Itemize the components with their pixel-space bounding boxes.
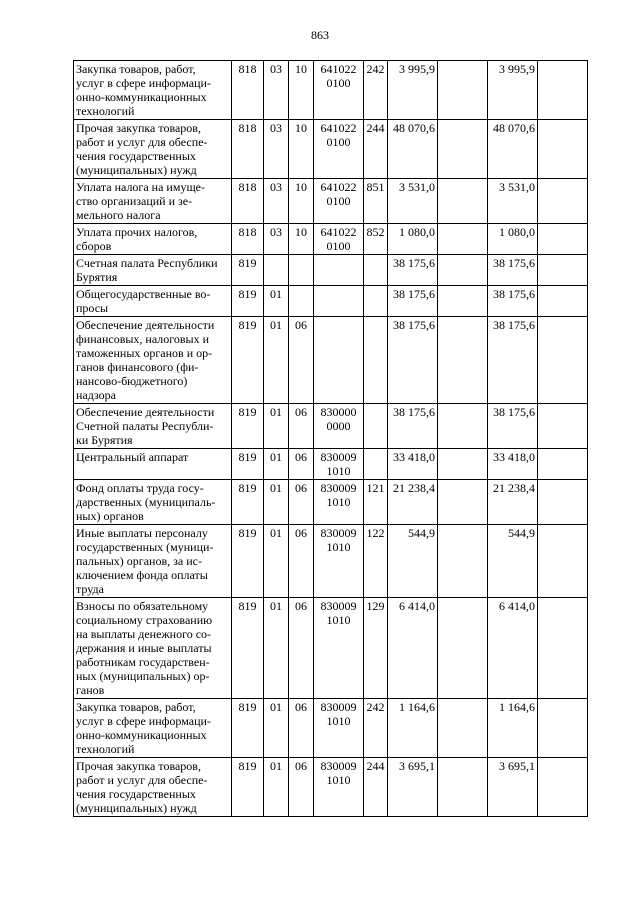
amount-col-3-text: 3 695,1 [499, 759, 535, 773]
amount-col-2 [438, 120, 488, 179]
row-name-text: Обеспечение деятельности Счетной палаты Республи- ки Бурятия [76, 405, 215, 447]
row-name [74, 404, 232, 449]
expense-type-code [364, 449, 388, 480]
table-row [74, 598, 588, 699]
table-body [74, 61, 588, 817]
expense-type-code [364, 179, 388, 224]
target-article-code [314, 525, 364, 598]
section-code [264, 598, 289, 699]
target-article-code [314, 255, 364, 286]
amount-col-4 [538, 61, 588, 120]
amount-total [388, 480, 438, 525]
subsection-code-text: 06 [295, 450, 307, 464]
target-article-code-text: 641022 0100 [320, 121, 357, 149]
amount-col-2 [438, 480, 488, 525]
expense-type-code [364, 699, 388, 758]
amount-col-3-text: 6 414,0 [499, 599, 535, 613]
ministry-code-text: 819 [238, 526, 257, 540]
subsection-code-text: 10 [295, 225, 307, 239]
expense-type-code [364, 480, 388, 525]
row-name-text: Счетная палата Республики Бурятия [76, 256, 218, 284]
row-name [74, 61, 232, 120]
section-code-text: 01 [270, 318, 282, 332]
section-code [264, 317, 289, 404]
row-name [74, 480, 232, 525]
amount-total-text: 21 238,4 [393, 481, 435, 495]
expense-type-code [364, 317, 388, 404]
amount-col-2 [438, 525, 488, 598]
subsection-code-text: 06 [295, 526, 307, 540]
section-code-text: 01 [270, 526, 282, 540]
row-name-text: Фонд оплаты труда госу- дарственных (муниципаль- ных) органов [76, 481, 216, 523]
expense-type-code [364, 255, 388, 286]
row-name [74, 286, 232, 317]
amount-total [388, 317, 438, 404]
amount-col-3 [488, 61, 538, 120]
amount-total [388, 120, 438, 179]
amount-total [388, 449, 438, 480]
row-name-text: Закупка товаров, работ, услуг в сфере информаци- онно-коммуникационных технологий [76, 62, 211, 118]
section-code [264, 179, 289, 224]
row-name-text: Прочая закупка товаров, работ и услуг для обеспе- чения государственных (муниципальных) нужд [76, 121, 208, 177]
expense-type-code-text: 851 [366, 180, 385, 194]
amount-total-text: 1 164,6 [399, 700, 435, 714]
amount-total [388, 224, 438, 255]
target-article-code [314, 449, 364, 480]
amount-col-3 [488, 317, 538, 404]
expense-type-code [364, 758, 388, 817]
subsection-code [289, 120, 314, 179]
row-name [74, 598, 232, 699]
amount-col-4 [538, 255, 588, 286]
row-name-text: Прочая закупка товаров, работ и услуг для обеспе- чения государственных (муниципальных) нужд [76, 759, 208, 815]
amount-total [388, 179, 438, 224]
target-article-code [314, 758, 364, 817]
expense-type-code-text: 852 [366, 225, 385, 239]
amount-col-3 [488, 404, 538, 449]
amount-col-2 [438, 286, 488, 317]
amount-col-3-text: 544,9 [508, 526, 535, 540]
table-row [74, 286, 588, 317]
subsection-code [289, 286, 314, 317]
amount-col-2 [438, 758, 488, 817]
expense-type-code-text: 121 [366, 481, 385, 495]
section-code [264, 120, 289, 179]
subsection-code [289, 598, 314, 699]
target-article-code-text: 830000 0000 [320, 405, 357, 433]
amount-col-2 [438, 317, 488, 404]
ministry-code [232, 179, 264, 224]
ministry-code-text: 818 [238, 121, 257, 135]
section-code [264, 480, 289, 525]
subsection-code [289, 480, 314, 525]
budget-table [73, 60, 588, 817]
amount-col-3 [488, 449, 538, 480]
row-name-text: Обеспечение деятельности финансовых, налоговых и таможенных органов и ор- ганов финансового (фи- нансово-бюджетного) надзора [76, 318, 215, 402]
amount-total [388, 61, 438, 120]
subsection-code-text: 10 [295, 180, 307, 194]
amount-total-text: 48 070,6 [393, 121, 435, 135]
ministry-code-text: 819 [238, 599, 257, 613]
subsection-code [289, 317, 314, 404]
subsection-code [289, 224, 314, 255]
subsection-code [289, 404, 314, 449]
amount-total-text: 3 995,9 [399, 62, 435, 76]
target-article-code [314, 61, 364, 120]
row-name-text: Уплата налога на имуще- ство организаций и зе- мельного налога [76, 180, 205, 222]
table-row [74, 255, 588, 286]
section-code-text: 01 [270, 700, 282, 714]
ministry-code-text: 818 [238, 62, 257, 76]
amount-col-3 [488, 224, 538, 255]
amount-col-3 [488, 480, 538, 525]
ministry-code [232, 224, 264, 255]
amount-col-3 [488, 758, 538, 817]
amount-col-4 [538, 317, 588, 404]
expense-type-code-text: 244 [366, 121, 385, 135]
section-code-text: 03 [270, 225, 282, 239]
table-row [74, 525, 588, 598]
amount-col-3-text: 21 238,4 [493, 481, 535, 495]
amount-col-4 [538, 449, 588, 480]
row-name [74, 120, 232, 179]
page-number: 863 [311, 28, 329, 42]
ministry-code-text: 819 [238, 256, 257, 270]
table-row [74, 758, 588, 817]
section-code-text: 03 [270, 62, 282, 76]
ministry-code [232, 255, 264, 286]
subsection-code [289, 61, 314, 120]
amount-col-3-text: 38 175,6 [493, 318, 535, 332]
row-name [74, 699, 232, 758]
subsection-code [289, 699, 314, 758]
expense-type-code-text: 242 [366, 62, 385, 76]
subsection-code-text: 10 [295, 121, 307, 135]
section-code [264, 255, 289, 286]
amount-col-4 [538, 179, 588, 224]
amount-col-3 [488, 699, 538, 758]
ministry-code [232, 758, 264, 817]
amount-col-3-text: 3 995,9 [499, 62, 535, 76]
amount-col-3 [488, 179, 538, 224]
amount-col-3-text: 48 070,6 [493, 121, 535, 135]
amount-col-4 [538, 699, 588, 758]
amount-col-3-text: 38 175,6 [493, 405, 535, 419]
table-row [74, 179, 588, 224]
amount-total-text: 33 418,0 [393, 450, 435, 464]
amount-total-text: 6 414,0 [399, 599, 435, 613]
subsection-code-text: 06 [295, 700, 307, 714]
row-name [74, 317, 232, 404]
table-row [74, 480, 588, 525]
ministry-code [232, 286, 264, 317]
subsection-code [289, 758, 314, 817]
ministry-code [232, 699, 264, 758]
amount-col-2 [438, 598, 488, 699]
table-row [74, 120, 588, 179]
amount-col-2 [438, 255, 488, 286]
ministry-code [232, 404, 264, 449]
amount-total [388, 255, 438, 286]
target-article-code-text: 830009 1010 [320, 599, 357, 627]
expense-type-code [364, 120, 388, 179]
amount-total-text: 3 531,0 [399, 180, 435, 194]
amount-col-2 [438, 449, 488, 480]
ministry-code-text: 818 [238, 180, 257, 194]
subsection-code [289, 525, 314, 598]
amount-total [388, 286, 438, 317]
amount-col-4 [538, 598, 588, 699]
target-article-code-text: 830009 1010 [320, 759, 357, 787]
amount-total [388, 598, 438, 699]
section-code-text: 01 [270, 759, 282, 773]
amount-total [388, 699, 438, 758]
amount-col-2 [438, 61, 488, 120]
amount-col-4 [538, 480, 588, 525]
row-name [74, 224, 232, 255]
ministry-code-text: 818 [238, 225, 257, 239]
target-article-code-text: 830009 1010 [320, 481, 357, 509]
ministry-code [232, 317, 264, 404]
target-article-code [314, 286, 364, 317]
expense-type-code [364, 286, 388, 317]
amount-total-text: 38 175,6 [393, 318, 435, 332]
table-row [74, 317, 588, 404]
subsection-code-text: 06 [295, 481, 307, 495]
amount-total-text: 544,9 [408, 526, 435, 540]
table-row [74, 449, 588, 480]
section-code-text: 03 [270, 180, 282, 194]
section-code [264, 224, 289, 255]
section-code-text: 01 [270, 599, 282, 613]
subsection-code [289, 255, 314, 286]
expense-type-code-text: 122 [366, 526, 385, 540]
target-article-code [314, 120, 364, 179]
ministry-code-text: 819 [238, 287, 257, 301]
section-code [264, 404, 289, 449]
subsection-code-text: 06 [295, 405, 307, 419]
amount-col-3-text: 1 080,0 [499, 225, 535, 239]
target-article-code-text: 830009 1010 [320, 700, 357, 728]
subsection-code [289, 449, 314, 480]
ministry-code [232, 525, 264, 598]
section-code-text: 01 [270, 481, 282, 495]
ministry-code-text: 819 [238, 318, 257, 332]
row-name [74, 525, 232, 598]
subsection-code-text: 06 [295, 599, 307, 613]
amount-col-4 [538, 224, 588, 255]
target-article-code [314, 598, 364, 699]
amount-col-3-text: 33 418,0 [493, 450, 535, 464]
amount-col-2 [438, 179, 488, 224]
section-code [264, 449, 289, 480]
amount-col-3 [488, 598, 538, 699]
ministry-code-text: 819 [238, 759, 257, 773]
amount-col-4 [538, 286, 588, 317]
amount-total [388, 404, 438, 449]
amount-col-3 [488, 120, 538, 179]
ministry-code-text: 819 [238, 405, 257, 419]
row-name-text: Закупка товаров, работ, услуг в сфере информаци- онно-коммуникационных технологий [76, 700, 211, 756]
target-article-code-text: 830009 1010 [320, 450, 357, 478]
ministry-code [232, 120, 264, 179]
target-article-code-text: 830009 1010 [320, 526, 357, 554]
section-code [264, 758, 289, 817]
amount-col-3 [488, 255, 538, 286]
expense-type-code [364, 224, 388, 255]
amount-total-text: 38 175,6 [393, 405, 435, 419]
amount-col-3-text: 38 175,6 [493, 256, 535, 270]
amount-col-4 [538, 758, 588, 817]
expense-type-code [364, 598, 388, 699]
target-article-code [314, 699, 364, 758]
expense-type-code-text: 244 [366, 759, 385, 773]
row-name-text: Взносы по обязательному социальному страхованию на выплаты денежного со- держания и иные выплаты работникам государствен- ных (муниципальных) ор- ганов [76, 599, 213, 697]
target-article-code-text: 641022 0100 [320, 180, 357, 208]
amount-total-text: 1 080,0 [399, 225, 435, 239]
section-code [264, 61, 289, 120]
ministry-code [232, 480, 264, 525]
expense-type-code [364, 61, 388, 120]
table-row [74, 699, 588, 758]
amount-total-text: 38 175,6 [393, 287, 435, 301]
expense-type-code-text: 242 [366, 700, 385, 714]
amount-col-4 [538, 120, 588, 179]
row-name-text: Центральный аппарат [76, 450, 189, 464]
amount-total [388, 525, 438, 598]
amount-col-2 [438, 404, 488, 449]
amount-col-3-text: 3 531,0 [499, 180, 535, 194]
ministry-code-text: 819 [238, 481, 257, 495]
row-name-text: Уплата прочих налогов, сборов [76, 225, 198, 253]
ministry-code-text: 819 [238, 700, 257, 714]
expense-type-code [364, 525, 388, 598]
row-name [74, 179, 232, 224]
amount-col-4 [538, 525, 588, 598]
row-name-text: Общегосударственные во- просы [76, 287, 211, 315]
table-row [74, 224, 588, 255]
ministry-code [232, 61, 264, 120]
section-code-text: 01 [270, 405, 282, 419]
ministry-code [232, 598, 264, 699]
section-code [264, 286, 289, 317]
subsection-code-text: 06 [295, 759, 307, 773]
target-article-code-text: 641022 0100 [320, 225, 357, 253]
section-code-text: 03 [270, 121, 282, 135]
row-name-text: Иные выплаты персоналу государственных (муници- пальных) органов, за ис- ключением фонда оплаты труда [76, 526, 214, 596]
amount-total-text: 38 175,6 [393, 256, 435, 270]
target-article-code [314, 224, 364, 255]
table-row [74, 404, 588, 449]
row-name [74, 449, 232, 480]
amount-col-3 [488, 525, 538, 598]
amount-col-2 [438, 224, 488, 255]
amount-total [388, 758, 438, 817]
row-name [74, 758, 232, 817]
amount-col-3-text: 1 164,6 [499, 700, 535, 714]
expense-type-code [364, 404, 388, 449]
section-code [264, 525, 289, 598]
target-article-code-text: 641022 0100 [320, 62, 357, 90]
expense-type-code-text: 129 [366, 599, 385, 613]
amount-col-3-text: 38 175,6 [493, 287, 535, 301]
amount-col-2 [438, 699, 488, 758]
target-article-code [314, 480, 364, 525]
section-code-text: 01 [270, 287, 282, 301]
table-row [74, 61, 588, 120]
subsection-code [289, 179, 314, 224]
section-code-text: 01 [270, 450, 282, 464]
amount-col-3 [488, 286, 538, 317]
target-article-code [314, 317, 364, 404]
target-article-code [314, 404, 364, 449]
amount-col-4 [538, 404, 588, 449]
ministry-code-text: 819 [238, 450, 257, 464]
ministry-code [232, 449, 264, 480]
subsection-code-text: 06 [295, 318, 307, 332]
section-code [264, 699, 289, 758]
row-name [74, 255, 232, 286]
amount-total-text: 3 695,1 [399, 759, 435, 773]
subsection-code-text: 10 [295, 62, 307, 76]
target-article-code [314, 179, 364, 224]
